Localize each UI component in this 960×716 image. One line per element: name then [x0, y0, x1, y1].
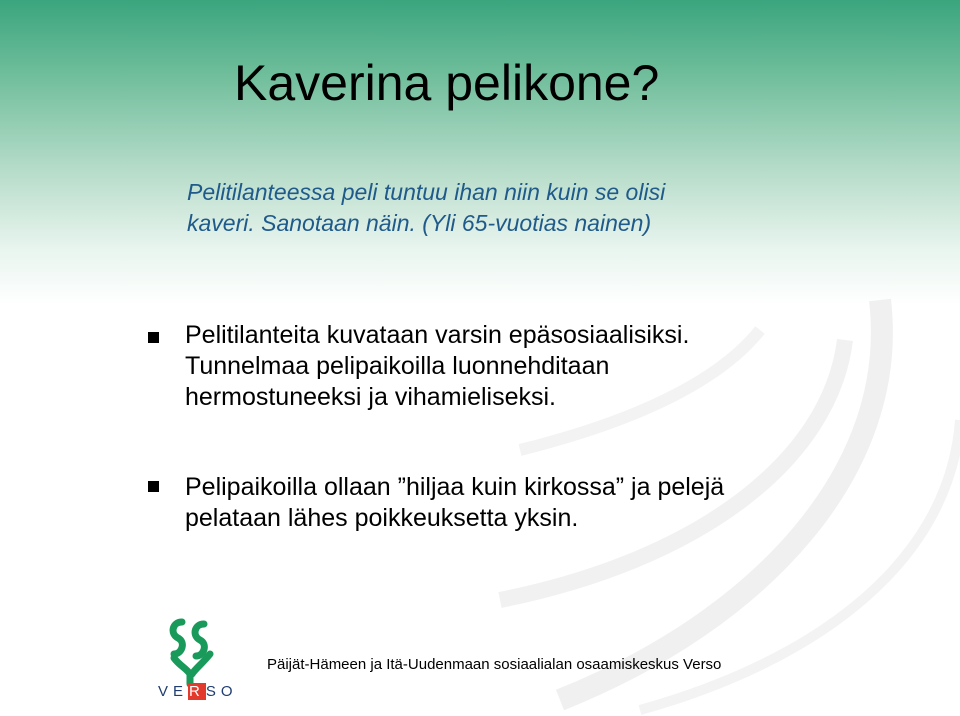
bullet-line: pelataan lähes poikkeuksetta yksin. — [185, 504, 579, 532]
bullet-line: Tunnelmaa pelipaikoilla luonnehditaan — [185, 352, 610, 380]
bullet-line: Pelitilanteita kuvataan varsin epäsosiaalisiksi. — [185, 321, 690, 349]
quote-line: kaveri. Sanotaan näin. (Yli 65-vuotias nainen) — [187, 210, 652, 236]
footer-organization: Päijät-Hämeen ja Itä-Uudenmaan sosiaalialan osaamiskeskus Verso — [267, 656, 722, 673]
logo-letter: S — [205, 683, 221, 700]
slide-title: Kaverina pelikone? — [234, 55, 660, 111]
bullet-item-2 — [185, 472, 885, 534]
bullet-square-icon — [148, 332, 159, 343]
bullet-item-1 — [185, 320, 885, 413]
logo-letter-highlight: R — [189, 683, 205, 700]
logo-letter: V — [158, 683, 174, 700]
logo-letter: O — [220, 683, 238, 700]
bullet-line: Pelipaikoilla ollaan ”hiljaa kuin kirkossa” ja pelejä — [185, 473, 725, 501]
logo-wordmark — [158, 683, 238, 700]
bullet-square-icon — [148, 481, 159, 492]
quote-text — [187, 177, 827, 239]
quote-line: Pelitilanteessa peli tuntuu ihan niin kuin se olisi — [187, 179, 666, 205]
logo-letter: E — [173, 683, 189, 700]
bullet-line: hermostuneeksi ja vihamieliseksi. — [185, 383, 556, 411]
verso-figure-logo-icon — [152, 614, 242, 694]
